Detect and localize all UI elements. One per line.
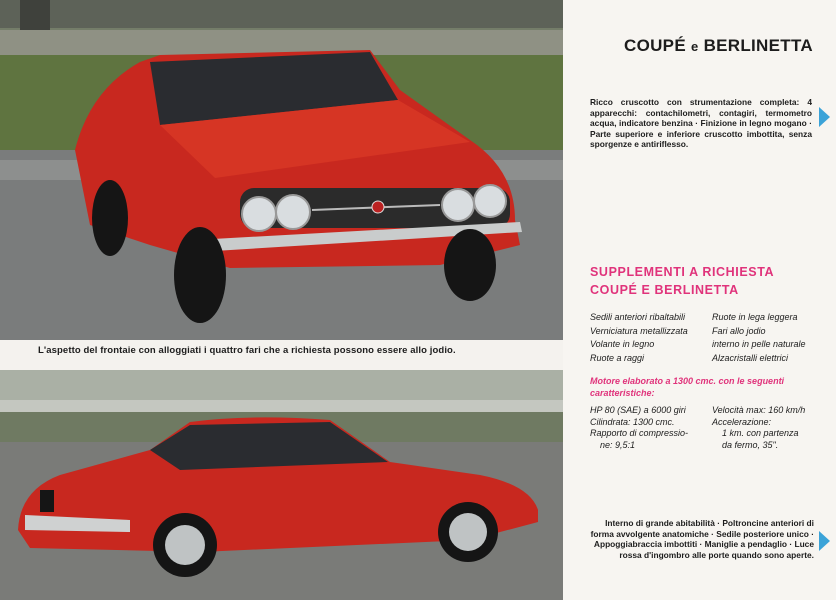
red-coupe-rear-image (0, 370, 563, 600)
supplementi-heading: SUPPLEMENTI A RICHIESTA (590, 265, 775, 279)
photo-caption: L'aspetto del frontaie con alloggiati i quattro fari che a richiesta possono essere allo jodio. (38, 345, 456, 356)
list-item: Alzacristalli elettrici (712, 352, 789, 363)
spec-item: Cilindrata: 1300 cmc. (590, 416, 675, 427)
engine-specs-left (590, 405, 688, 451)
spec-item: HP 80 (SAE) a 6000 giri (590, 405, 686, 415)
options-list-left (590, 311, 688, 365)
spec-item: Accelerazione: (712, 416, 772, 427)
engine-specs-right (712, 405, 805, 451)
interior-description: Interno di grande abitabilità · Poltroncine anteriori di forma avvolgente anatomiche · Sedile posteriore unico · Appoggiabraccia imbottiti · Maniglie a pendaglio · Luce rossa d'ingombro alle porte quando sono aperte. (590, 518, 814, 560)
spec-item: ne: 9,5:1 (600, 439, 636, 450)
list-item: Ruote a raggi (590, 352, 645, 363)
list-item: interno in pelle naturale (712, 339, 806, 349)
supplementi-subheading: COUPÉ E BERLINETTA (590, 283, 739, 297)
red-coupe-front-image (0, 0, 563, 340)
options-list-right (712, 311, 806, 365)
spec-item: da fermo, 35". (722, 439, 779, 450)
dashboard-description: Ricco cruscotto con strumentazione completa: 4 apparecchi: contachilometri, contagiri, termometro acqua, indicatore benzina · Finizione in legno mogano · Parte superiore e inferiore cruscotto imbottita, senza sporgenze e antiriflesso. (590, 97, 812, 150)
title-conj: e (691, 39, 699, 54)
title-coupe: COUPÉ (624, 36, 686, 55)
list-item: Fari allo jodio (712, 325, 766, 336)
list-item: Verniciatura metallizzata (590, 325, 688, 336)
rear-car-photo (0, 370, 563, 600)
title-berlinetta: BERLINETTA (703, 36, 813, 55)
text-panel (563, 0, 836, 600)
list-item: Sedili anteriori ribaltabili (590, 312, 686, 322)
spec-item: Rapporto di compressio- (590, 428, 689, 438)
arrow-right-icon (819, 531, 830, 551)
list-item: Ruote in lega leggera (712, 312, 798, 322)
spec-item: 1 km. con partenza (722, 428, 799, 438)
front-car-photo (0, 0, 563, 340)
motore-heading: Motore elaborato a 1300 cmc. con le seguenti caratteristiche: (590, 376, 785, 398)
arrow-right-icon (819, 107, 830, 127)
page-title (624, 36, 813, 56)
list-item: Volante in legno (590, 339, 655, 349)
spec-item: Velocità max: 160 km/h (712, 405, 806, 415)
